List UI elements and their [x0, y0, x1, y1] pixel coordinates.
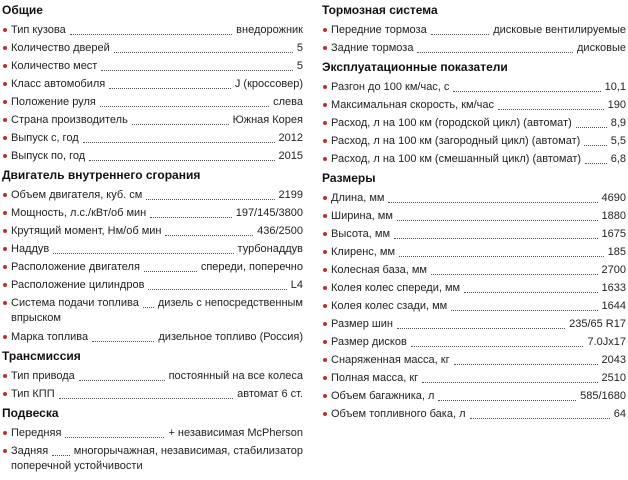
dotted-leader — [70, 34, 232, 35]
section-title: Подвеска — [2, 406, 59, 420]
dotted-leader — [584, 145, 606, 146]
spec-row — [0, 186, 305, 204]
dotted-leader — [101, 70, 293, 71]
spec-row — [0, 294, 305, 328]
dotted-leader — [464, 292, 597, 293]
dotted-leader — [114, 52, 293, 53]
bullet-icon — [323, 28, 327, 32]
spec-value: 2199 — [278, 189, 303, 201]
spec-value: L4 — [290, 279, 303, 291]
dotted-leader — [411, 346, 584, 347]
dotted-leader — [394, 238, 598, 239]
spec-value: внедорожник — [236, 24, 303, 36]
spec-section — [320, 2, 628, 57]
spec-row — [320, 279, 628, 297]
spec-row — [0, 111, 305, 129]
dotted-leader — [144, 271, 197, 272]
spec-row — [0, 204, 305, 222]
spec-row — [320, 96, 628, 114]
dotted-leader — [399, 256, 604, 257]
bullet-icon — [3, 28, 7, 32]
left-column — [0, 0, 305, 476]
spec-section — [320, 170, 628, 423]
bullet-icon — [323, 250, 327, 254]
section-title: Размеры — [322, 171, 376, 185]
spec-row — [0, 39, 305, 57]
spec-row — [0, 442, 305, 476]
spec-row — [320, 243, 628, 261]
bullet-icon — [323, 376, 327, 380]
dotted-leader — [397, 328, 565, 329]
spec-value: турбонаддув — [237, 243, 303, 255]
spec-row — [0, 57, 305, 75]
dotted-leader — [92, 341, 154, 342]
spec-label: Крутящий момент, Нм/об мин — [11, 225, 162, 237]
spec-label: Размер шин — [331, 318, 393, 330]
bullet-icon — [323, 286, 327, 290]
dotted-leader — [89, 160, 274, 161]
spec-value: дизельное топливо (Россия) — [158, 331, 303, 343]
dotted-leader — [148, 289, 286, 290]
spec-value: Южная Корея — [232, 114, 303, 126]
spec-value: 436/2500 — [257, 225, 303, 237]
spec-row — [0, 75, 305, 93]
bullet-icon — [3, 392, 7, 396]
bullet-icon — [323, 139, 327, 143]
spec-label: Расположение цилиндров — [11, 279, 145, 291]
spec-label: Класс автомобиля — [11, 78, 106, 90]
spec-section — [0, 2, 305, 165]
bullet-icon — [323, 121, 327, 125]
spec-row — [320, 405, 628, 423]
spec-row — [320, 114, 628, 132]
spec-section — [0, 167, 305, 346]
spec-label: Выпуск с, год — [11, 132, 79, 144]
dotted-leader — [498, 109, 604, 110]
spec-value: 1675 — [601, 228, 626, 240]
spec-label: Ширина, мм — [331, 210, 393, 222]
bullet-icon — [323, 340, 327, 344]
spec-row — [320, 21, 628, 39]
dotted-leader — [143, 307, 154, 308]
spec-value: 6,8 — [610, 153, 626, 165]
dotted-leader — [109, 88, 231, 89]
spec-label: Задние тормоза — [331, 42, 414, 54]
spec-label: Наддув — [11, 243, 50, 255]
bullet-icon — [3, 283, 7, 287]
spec-label: Максимальная скорость, км/час — [331, 99, 494, 111]
spec-label: Задняя — [11, 445, 49, 457]
spec-label: Количество дверей — [11, 42, 110, 54]
section-title: Эксплуатационные показатели — [322, 60, 508, 74]
bullet-icon — [3, 46, 7, 50]
spec-row — [320, 315, 628, 333]
spec-label: Марка топлива — [11, 331, 89, 343]
bullet-icon — [3, 247, 7, 251]
spec-row — [0, 367, 305, 385]
spec-row — [320, 261, 628, 279]
spec-value: 585/1680 — [580, 390, 626, 402]
bullet-icon — [323, 85, 327, 89]
spec-label: Страна производитель — [11, 114, 128, 126]
dotted-leader — [470, 418, 610, 419]
dotted-leader — [451, 310, 597, 311]
spec-row — [320, 387, 628, 405]
spec-label: Снаряженная масса, кг — [331, 354, 450, 366]
spec-label: Положение руля — [11, 96, 96, 108]
bullet-icon — [323, 394, 327, 398]
dotted-leader — [397, 220, 598, 221]
dotted-leader — [438, 400, 576, 401]
spec-value: + независимая McPherson — [168, 427, 303, 439]
bullet-icon — [323, 232, 327, 236]
spec-value: 2510 — [601, 372, 626, 384]
spec-row — [0, 222, 305, 240]
spec-label: Клиренс, мм — [331, 246, 396, 258]
bullet-icon — [323, 196, 327, 200]
spec-value: дисковые — [577, 42, 626, 54]
bullet-icon — [3, 229, 7, 233]
bullet-icon — [323, 214, 327, 218]
dotted-leader — [53, 253, 233, 254]
spec-row — [320, 369, 628, 387]
spec-row — [0, 328, 305, 346]
spec-row — [320, 351, 628, 369]
spec-row — [320, 225, 628, 243]
dotted-leader — [453, 91, 600, 92]
bullet-icon — [3, 193, 7, 197]
spec-row — [0, 276, 305, 294]
spec-label: Колея колес спереди, мм — [331, 282, 461, 294]
spec-section — [320, 59, 628, 168]
spec-label: Количество мест — [11, 60, 98, 72]
spec-label: Мощность, л.с./кВт/об мин — [11, 207, 147, 219]
dotted-leader — [417, 52, 573, 53]
spec-row — [320, 132, 628, 150]
bullet-icon — [323, 46, 327, 50]
spec-row — [0, 21, 305, 39]
spec-value: постоянный на все колеса — [168, 370, 303, 382]
spec-value: 2700 — [601, 264, 626, 276]
spec-value: 5 — [296, 60, 303, 72]
spec-label-continuation: впрыском — [11, 312, 61, 324]
dotted-leader — [585, 163, 607, 164]
spec-value: 190 — [607, 99, 626, 111]
spec-value: 2015 — [278, 150, 303, 162]
spec-section — [0, 405, 305, 476]
bullet-icon — [3, 374, 7, 378]
dotted-leader — [83, 142, 275, 143]
bullet-icon — [323, 322, 327, 326]
spec-value: 10,1 — [604, 81, 626, 93]
bullet-icon — [323, 358, 327, 362]
dotted-leader — [422, 382, 597, 383]
spec-label: Объем двигателя, куб. см — [11, 189, 143, 201]
spec-value: многорычажная, независимая, стабилизатор — [73, 445, 303, 457]
spec-value: 1644 — [601, 300, 626, 312]
spec-label: Разгон до 100 км/час, с — [331, 81, 450, 93]
dotted-leader — [65, 437, 164, 438]
spec-row — [320, 333, 628, 351]
spec-value: 197/145/3800 — [235, 207, 303, 219]
bullet-icon — [3, 431, 7, 435]
dotted-leader — [146, 199, 274, 200]
spec-value: 8,9 — [610, 117, 626, 129]
dotted-leader — [59, 398, 234, 399]
spec-label: Размер дисков — [331, 336, 407, 348]
spec-value: дизель с непосредственным — [157, 297, 303, 309]
spec-value: 2012 — [278, 132, 303, 144]
dotted-leader — [454, 364, 598, 365]
spec-value: 2043 — [601, 354, 626, 366]
bullet-icon — [3, 64, 7, 68]
dotted-leader — [150, 217, 231, 218]
spec-label: Тип привода — [11, 370, 75, 382]
spec-label: Объем багажника, л — [331, 390, 435, 402]
bullet-icon — [3, 82, 7, 86]
spec-label: Система подачи топлива — [11, 297, 139, 309]
bullet-icon — [323, 268, 327, 272]
section-title: Двигатель внутреннего сгорания — [2, 168, 201, 182]
dotted-leader — [576, 127, 607, 128]
spec-value: 5,5 — [610, 135, 626, 147]
bullet-icon — [323, 157, 327, 161]
spec-label: Тип КПП — [11, 388, 55, 400]
spec-label: Колесная база, мм — [331, 264, 427, 276]
spec-value: 4690 — [601, 192, 626, 204]
spec-label: Высота, мм — [331, 228, 391, 240]
section-title: Трансмиссия — [2, 349, 81, 363]
spec-row — [320, 150, 628, 168]
bullet-icon — [3, 301, 7, 305]
spec-section — [0, 348, 305, 403]
bullet-icon — [3, 265, 7, 269]
spec-label: Колея колес сзади, мм — [331, 300, 448, 312]
spec-row — [320, 39, 628, 57]
spec-label: Расположение двигателя — [11, 261, 140, 273]
spec-label: Расход, л на 100 км (смешанный цикл) (автомат) — [331, 153, 582, 165]
spec-label: Объем топливного бака, л — [331, 408, 466, 420]
bullet-icon — [3, 154, 7, 158]
dotted-leader — [132, 124, 229, 125]
bullet-icon — [3, 100, 7, 104]
spec-label: Выпуск по, год — [11, 150, 86, 162]
spec-row — [0, 258, 305, 276]
bullet-icon — [3, 136, 7, 140]
spec-row — [320, 297, 628, 315]
dotted-leader — [431, 34, 490, 35]
spec-row — [320, 78, 628, 96]
spec-row — [0, 129, 305, 147]
bullet-icon — [3, 211, 7, 215]
spec-row — [0, 240, 305, 258]
dotted-leader — [52, 455, 70, 456]
spec-row — [0, 93, 305, 111]
spec-label: Передняя — [11, 427, 62, 439]
spec-label: Длина, мм — [331, 192, 385, 204]
spec-value: 235/65 R17 — [569, 318, 626, 330]
dotted-leader — [100, 106, 269, 107]
spec-value: автомат 6 ст. — [237, 388, 303, 400]
section-title: Тормозная система — [322, 3, 438, 17]
spec-row — [0, 147, 305, 165]
spec-row — [0, 385, 305, 403]
spec-label: Передние тормоза — [331, 24, 427, 36]
spec-row — [0, 424, 305, 442]
spec-value: дисковые вентилируемые — [493, 24, 626, 36]
bullet-icon — [323, 412, 327, 416]
right-column — [320, 0, 628, 423]
spec-value: J (кроссовер) — [234, 78, 303, 90]
spec-row — [320, 207, 628, 225]
spec-value: спереди, поперечно — [200, 261, 303, 273]
dotted-leader — [431, 274, 598, 275]
spec-label: Тип кузова — [11, 24, 66, 36]
spec-row — [320, 189, 628, 207]
dotted-leader — [165, 235, 253, 236]
spec-value: 185 — [607, 246, 626, 258]
spec-label: Расход, л на 100 км (городской цикл) (автомат) — [331, 117, 572, 129]
spec-value: 1880 — [601, 210, 626, 222]
bullet-icon — [323, 304, 327, 308]
spec-value: 1633 — [601, 282, 626, 294]
spec-label: Полная масса, кг — [331, 372, 419, 384]
bullet-icon — [3, 449, 7, 453]
bullet-icon — [3, 335, 7, 339]
bullet-icon — [3, 118, 7, 122]
spec-value: слева — [273, 96, 303, 108]
section-title: Общие — [2, 3, 43, 17]
dotted-leader — [388, 202, 597, 203]
spec-value: 5 — [296, 42, 303, 54]
spec-value: 7.0Jx17 — [587, 336, 626, 348]
spec-value: 64 — [613, 408, 626, 420]
spec-label: Расход, л на 100 км (загородный цикл) (автомат) — [331, 135, 581, 147]
spec-label-continuation: поперечной устойчивости — [11, 460, 143, 472]
dotted-leader — [79, 380, 165, 381]
bullet-icon — [323, 103, 327, 107]
